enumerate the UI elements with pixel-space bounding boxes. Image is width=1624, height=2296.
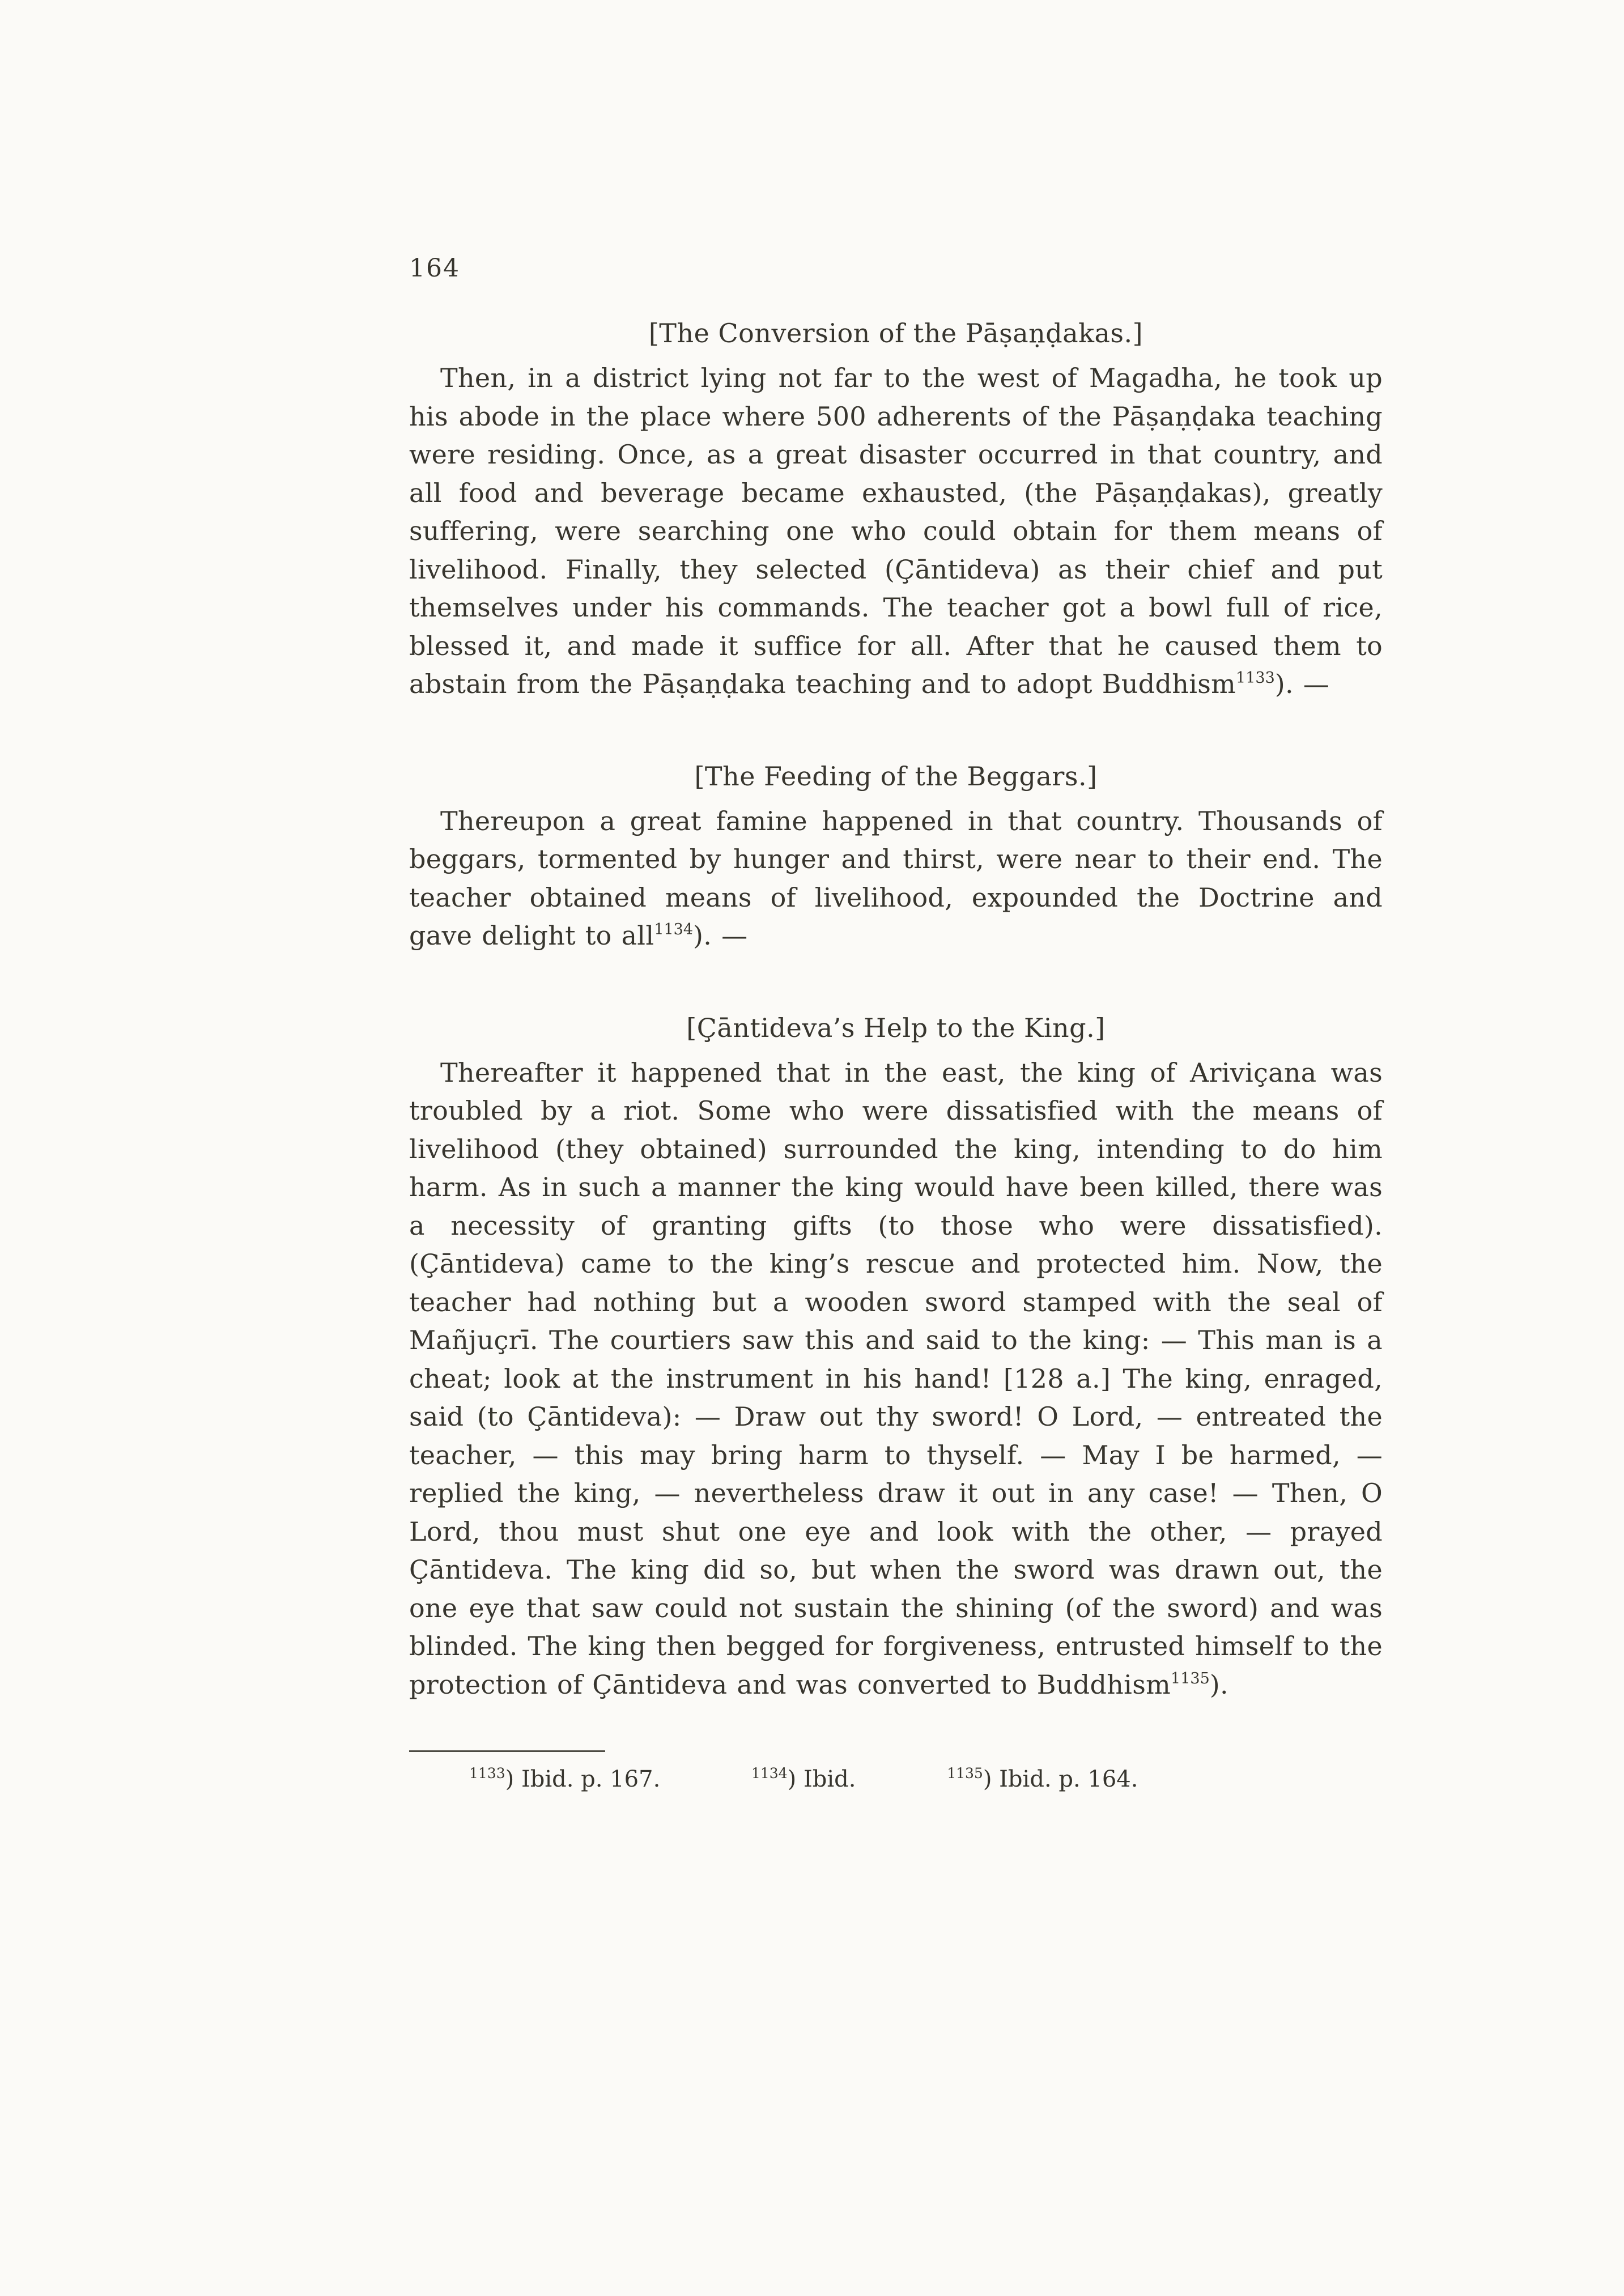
- footnote-marker: 1135: [947, 1765, 983, 1781]
- paragraph-text: Thereafter it happened that in the east, the king of Ariviçana was troubled by a riot. Some who were dissatisfied with the means of livelihood (they obtained) surrounded the king, intending to do him harm. As in such a manner the king would have been killed, there was a necessity of granting gifts (to those who were dissatisfied). (Çāntideva) came to the king’s rescue and protected him. Now, the teacher had nothing but a wooden sword stamped with the seal of Mañjuçrī. The courtiers saw this and said to the king: — This man is a cheat; look at the instrument in his hand! [128 a.] The king, enraged, said (to Çāntideva): — Draw out thy sword! O Lord, — entreated the teacher, — this may bring harm to thyself. — May I be harmed, — replied the king, — nevertheless draw it out in any case! — Then, O Lord, thou must shut one eye and look with the other, — prayed Çāntideva. The king did so, but when the sword was drawn out, the one eye that saw could not sustain the shining (of the sword) and was blinded. The king then begged for forgiveness, entrusted himself to the protection of Çāntideva and was converted to Buddhism: [409, 1057, 1383, 1700]
- footnote-block: [409, 1750, 1383, 1793]
- paragraph-text: Then, in a district lying not far to the west of Magadha, he took up his abode in the place where 500 adherents of the Pāṣaṇḍaka teaching were residing. Once, as a great disaster occurred in that country, and all food and beverage became exhausted, (the Pāṣaṇḍakas), greatly suffering, were searching one who could obtain for them means of livelihood. Finally, they selected (Çāntideva) as their chief and put themselves under his commands. The teacher got a bowl full of rice, blessed it, and made it suffice for all. After that he caused them to abstain from the Pāṣaṇḍaka teaching and to adopt Buddhism: [409, 363, 1383, 699]
- paragraph: [409, 359, 1383, 704]
- footnote-ref-1134: 1134: [654, 921, 694, 938]
- paragraph-text: ). —: [693, 920, 748, 951]
- page-number: 164: [409, 254, 460, 283]
- paragraph-text: ).: [1209, 1669, 1228, 1700]
- footnote-ref-1133: 1133: [1236, 669, 1275, 687]
- footnote-item: [947, 1766, 1138, 1793]
- footnote-item: [751, 1766, 856, 1793]
- section-conversion-of-the-pasandakas: [409, 316, 1383, 704]
- footnote-text: ) Ibid.: [787, 1766, 856, 1792]
- section-heading: [The Feeding of the Beggars.]: [694, 760, 1098, 792]
- footnote-marker: 1134: [751, 1765, 788, 1781]
- footnote-line: [409, 1766, 1383, 1793]
- paragraph-text: Thereupon a great famine happened in that country. Thousands of beggars, tormented by hunger and thirst, were near to their end. The teacher obtained means of livelihood, expounded the Doctrine and gave delight to all: [409, 805, 1383, 951]
- footnote-text: ) Ibid. p. 167.: [505, 1766, 661, 1792]
- paragraph-text: ). —: [1274, 669, 1330, 699]
- paragraph: [409, 802, 1383, 955]
- page-content: [409, 256, 1383, 1793]
- footnote-marker: 1133: [469, 1765, 505, 1781]
- footnote-item: [469, 1766, 660, 1793]
- footnote-text: ) Ibid. p. 164.: [983, 1766, 1138, 1792]
- section-heading: [Çāntideva’s Help to the King.]: [686, 1012, 1106, 1043]
- footnote-ref-1135: 1135: [1171, 1669, 1210, 1687]
- section-feeding-of-the-beggars: [409, 759, 1383, 955]
- paragraph: [409, 1054, 1383, 1704]
- section-heading: [The Conversion of the Pāṣaṇḍakas.]: [648, 318, 1143, 348]
- section-cantidevas-help-to-the-king: [409, 1011, 1383, 1704]
- footnote-rule: [409, 1750, 605, 1752]
